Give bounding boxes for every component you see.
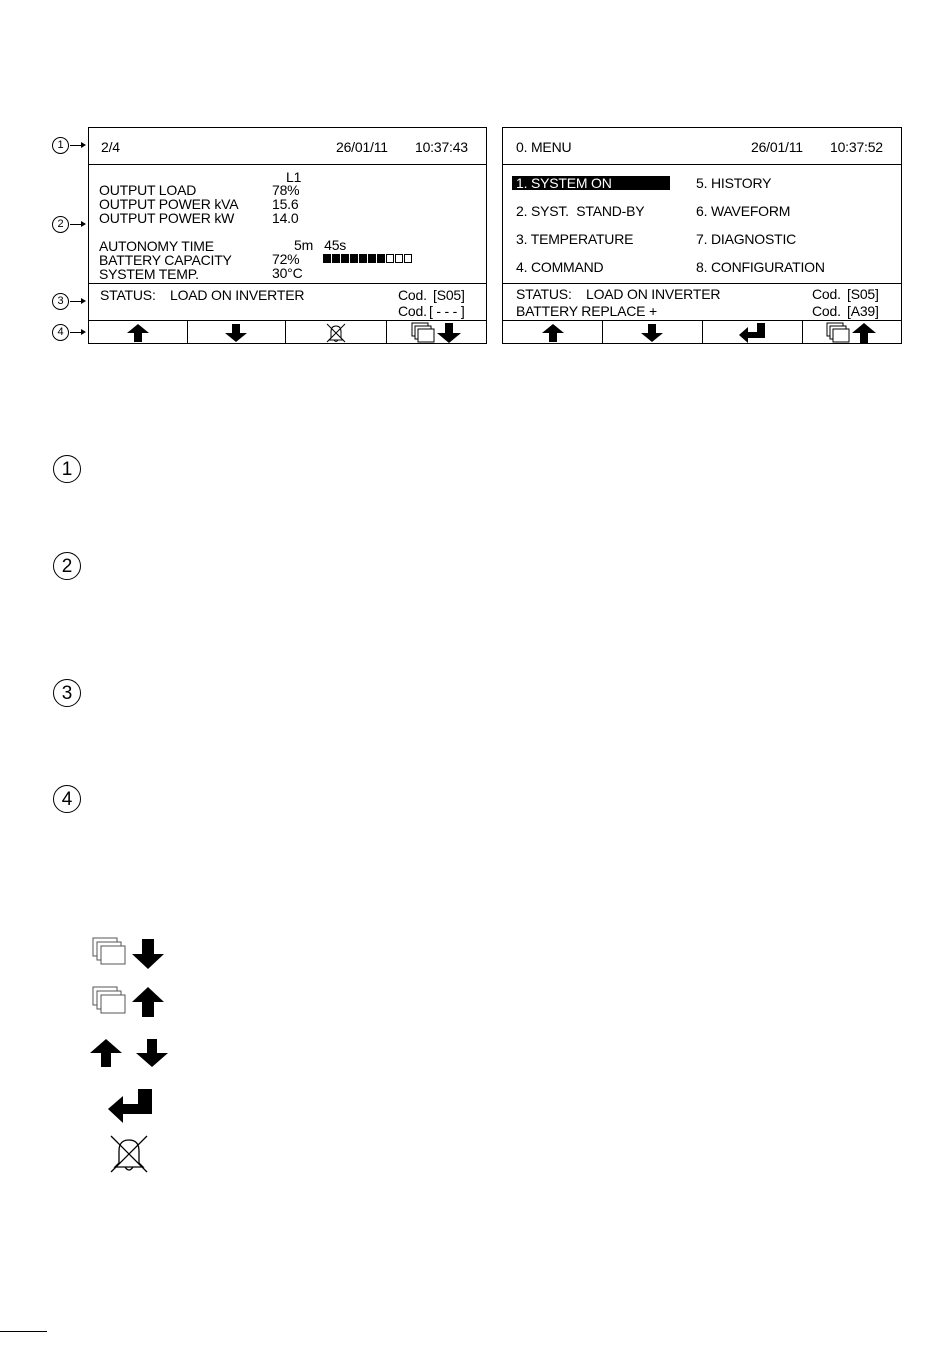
code2-label: Cod. — [812, 303, 841, 319]
pages-down-icon — [92, 937, 166, 969]
row-value-output-kw: 14.0 — [272, 210, 299, 226]
pages-down-icon — [411, 322, 463, 344]
battery-segment — [368, 254, 376, 263]
pages-up-button[interactable] — [802, 321, 901, 344]
menu-item-command[interactable]: 4. COMMAND — [516, 259, 604, 275]
enter-button[interactable] — [702, 321, 802, 344]
row-label-output-load: OUTPUT LOAD — [99, 182, 197, 198]
section-marker-1: 1 — [53, 455, 81, 483]
arrow-up-icon — [542, 324, 564, 342]
status-label: STATUS: — [516, 286, 572, 302]
battery-segment — [332, 254, 340, 263]
section-marker-2: 2 — [53, 552, 81, 580]
section-marker-3: 3 — [53, 679, 81, 707]
status-divider — [503, 283, 901, 284]
menu-item-waveform[interactable]: 6. WAVEFORM — [696, 203, 791, 219]
status-text-secondary: BATTERY REPLACE + — [516, 303, 657, 319]
battery-segment — [323, 254, 331, 263]
callout-3 — [52, 293, 84, 310]
legend-alarm-mute — [108, 1134, 150, 1179]
page-indicator: 2/4 — [101, 139, 120, 155]
callout-1 — [52, 137, 84, 154]
battery-segment — [377, 254, 385, 263]
alarm-mute-button[interactable] — [285, 321, 386, 344]
battery-segment — [386, 254, 394, 263]
menu-item-diagnostic[interactable]: 7. DIAGNOSTIC — [696, 231, 797, 247]
time-display: 10:37:52 — [830, 139, 883, 155]
arrow-down-icon — [641, 324, 663, 342]
footer-rule — [0, 1331, 47, 1332]
row-value-output-load: 78% — [272, 182, 300, 198]
callout-arrow — [70, 145, 84, 146]
menu-item-temperature[interactable]: 3. TEMPERATURE — [516, 231, 634, 247]
menu-item-configuration[interactable]: 8. CONFIGURATION — [696, 259, 825, 275]
legend-arrow-up-down — [90, 1039, 170, 1072]
date-display: 26/01/11 — [751, 139, 803, 155]
code2-label: Cod. — [398, 303, 427, 319]
header-divider — [503, 164, 901, 165]
menu-item-syst-stand-by[interactable]: 2. SYST. STAND-BY — [516, 203, 645, 219]
alarm-mute-icon — [325, 323, 347, 343]
battery-segment — [341, 254, 349, 263]
callout-number: 3 — [52, 293, 69, 310]
legend-pages-down — [92, 937, 166, 974]
scroll-down-button[interactable] — [602, 321, 702, 344]
menu-display-panel — [502, 127, 902, 344]
enter-icon — [739, 323, 765, 343]
callout-number: 2 — [52, 216, 69, 233]
status-text: LOAD ON INVERTER — [170, 287, 305, 303]
row-value-battery: 72% — [272, 251, 300, 267]
callout-number: 1 — [52, 137, 69, 154]
menu-item-history[interactable]: 5. HISTORY — [696, 175, 772, 191]
callout-4 — [52, 324, 84, 341]
row-label-output-kw: OUTPUT POWER kW — [99, 210, 235, 226]
scroll-up-button[interactable] — [89, 321, 187, 344]
code2-value: [A39] — [847, 303, 879, 319]
code2-value: [ - - - ] — [429, 303, 465, 319]
column-header: L1 — [286, 169, 302, 185]
code1-value: [S05] — [433, 287, 465, 303]
enter-icon — [108, 1089, 152, 1123]
battery-segment — [404, 254, 412, 263]
callout-number: 4 — [52, 324, 69, 341]
status-text: LOAD ON INVERTER — [586, 286, 721, 302]
battery-segment — [359, 254, 367, 263]
status-divider — [89, 283, 486, 284]
arrow-up-down-icon — [90, 1039, 170, 1067]
battery-segment — [395, 254, 403, 263]
code1-value: [S05] — [847, 286, 879, 302]
alarm-mute-icon — [108, 1134, 150, 1174]
code1-label: Cod. — [812, 286, 841, 302]
row-label-output-kva: OUTPUT POWER kVA — [99, 196, 239, 212]
menu-item-system-on[interactable]: 1. SYSTEM ON — [512, 176, 670, 190]
time-display: 10:37:43 — [415, 139, 468, 155]
legend-enter — [108, 1089, 152, 1128]
arrow-up-icon — [127, 324, 149, 342]
scroll-up-button[interactable] — [503, 321, 602, 344]
callout-arrow — [70, 301, 84, 302]
row-label-temp: SYSTEM TEMP. — [99, 266, 199, 282]
row-label-autonomy: AUTONOMY TIME — [99, 238, 214, 254]
pages-up-icon — [92, 986, 166, 1018]
row-value-temp: 30°C — [272, 265, 303, 281]
pages-up-icon — [826, 322, 878, 344]
status-label: STATUS: — [100, 287, 156, 303]
arrow-down-icon — [225, 324, 247, 342]
row-value-autonomy: 5m 45s — [294, 237, 347, 253]
callout-2 — [52, 216, 84, 233]
status-display-panel — [88, 127, 487, 344]
section-marker-4: 4 — [53, 785, 81, 813]
code1-label: Cod. — [398, 287, 427, 303]
callout-arrow — [70, 332, 84, 333]
battery-segment — [350, 254, 358, 263]
pages-down-button[interactable] — [386, 321, 487, 344]
callout-arrow — [70, 224, 84, 225]
battery-capacity-bar — [323, 254, 412, 263]
date-display: 26/01/11 — [336, 139, 388, 155]
legend-pages-up — [92, 986, 166, 1023]
scroll-down-button[interactable] — [187, 321, 285, 344]
menu-title: 0. MENU — [516, 139, 572, 155]
row-label-battery: BATTERY CAPACITY — [99, 252, 232, 268]
row-value-output-kva: 15.6 — [272, 196, 299, 212]
header-divider — [89, 164, 486, 165]
